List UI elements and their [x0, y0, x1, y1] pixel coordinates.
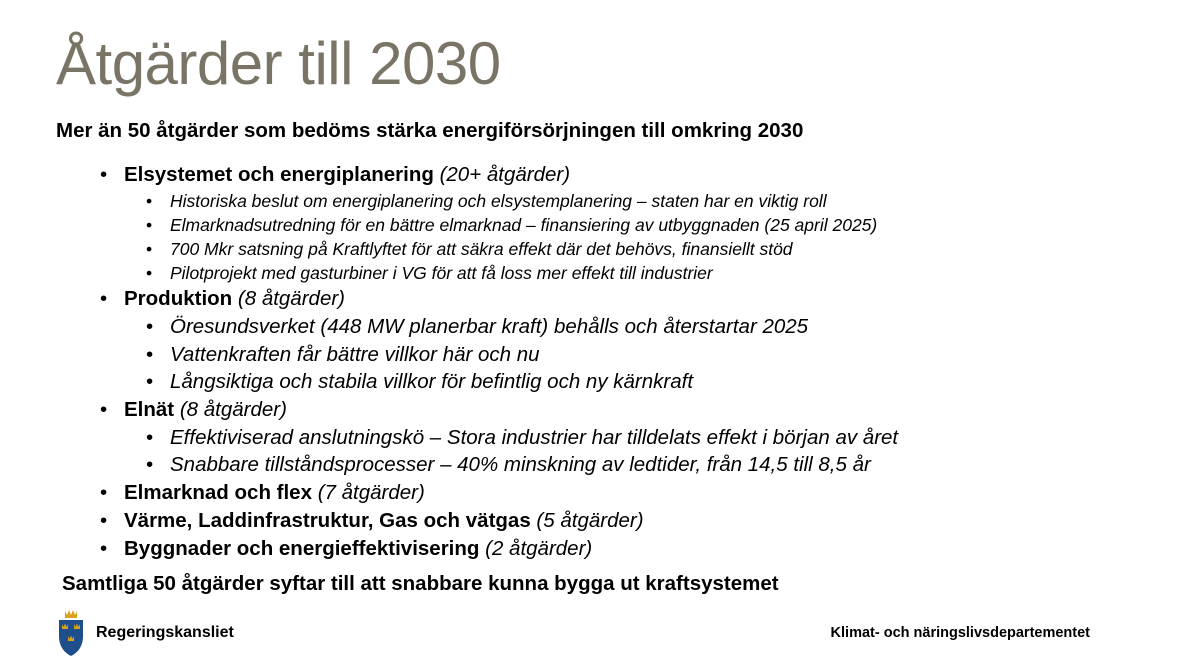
section-heading: Elsystemet och energiplanering	[124, 163, 440, 186]
sub-item-text: Långsiktiga och stabila villkor för befintlig och ny kärnkraft	[170, 370, 694, 393]
section-heading: Elmarknad och flex	[124, 480, 318, 504]
sub-item-text: Historiska beslut om energiplanering och elsystemplanering – staten har en viktig roll	[170, 191, 827, 211]
section-item	[0, 479, 1200, 507]
section-item	[0, 161, 1200, 189]
bullet-icon: •	[146, 191, 153, 211]
bullet-icon: •	[146, 215, 153, 235]
bullet-icon: •	[100, 287, 108, 310]
sub-item	[0, 213, 1200, 237]
sub-item	[0, 424, 1200, 452]
sub-item	[0, 189, 1200, 213]
sub-item	[0, 261, 1200, 285]
sub-item	[0, 313, 1200, 341]
footer-logo	[54, 608, 234, 658]
bullet-icon: •	[146, 370, 154, 393]
bullet-icon: •	[100, 163, 108, 186]
sub-item-text: Effektiviserad anslutningskö – Stora industrier har tilldelats effekt i början av året	[170, 425, 899, 449]
section-count: (8 åtgärder)	[179, 397, 287, 421]
sub-item-text: Snabbare tillståndsprocesser – 40% minskning av ledtider, från 14,5 till 8,5 år	[170, 453, 871, 476]
sub-item-text: Öresundsverket (448 MW planerbar kraft) behålls och återstartar 2025	[170, 315, 809, 338]
section-heading: Byggnader och energieffektivisering	[124, 536, 486, 560]
section-count: (7 åtgärder)	[317, 480, 425, 504]
bullet-icon: •	[100, 508, 108, 532]
sub-item	[0, 368, 1200, 396]
bullet-icon: •	[100, 480, 108, 504]
sub-item-text: Vattenkraften får bättre villkor här och nu	[170, 342, 540, 366]
section-heading: Elnät	[124, 397, 180, 421]
sub-item-text: Pilotprojekt med gasturbiner i VG för att få loss mer effekt till industrier	[170, 263, 713, 283]
bullet-icon: •	[146, 342, 154, 366]
section-heading: Produktion	[124, 287, 238, 310]
section-count: (5 åtgärder)	[536, 508, 644, 532]
sub-item	[0, 237, 1200, 261]
section-count: (8 åtgärder)	[237, 287, 345, 310]
department-name: Klimat- och näringslivsdepartementet	[830, 625, 1090, 641]
conclusion-text: Samtliga 50 åtgärder syftar till att snabbare kunna bygga ut kraftsystemet	[62, 572, 779, 595]
slide-title: Åtgärder till 2030	[56, 30, 501, 97]
bullet-icon: •	[146, 239, 153, 259]
section-item	[0, 285, 1200, 313]
sub-item	[0, 451, 1200, 479]
sub-item	[0, 341, 1200, 369]
section-item	[0, 396, 1200, 424]
sub-item-text: Elmarknadsutredning för en bättre elmarknad – finansiering av utbyggnaden (25 april 2025)	[170, 215, 878, 235]
bullet-icon: •	[100, 397, 108, 421]
bullet-icon: •	[146, 315, 154, 338]
section-count: (2 åtgärder)	[485, 536, 593, 560]
three-crowns-icon	[54, 608, 88, 658]
slide-subtitle: Mer än 50 åtgärder som bedöms stärka energiförsörjningen till omkring 2030	[56, 119, 804, 142]
section-item	[0, 507, 1200, 535]
section-count: (20+ åtgärder)	[439, 163, 571, 186]
organization-name: Regeringskansliet	[96, 624, 234, 641]
sub-item-text: 700 Mkr satsning på Kraftlyftet för att säkra effekt där det behövs, finansiellt stöd	[170, 239, 793, 259]
section-heading: Värme, Laddinfrastruktur, Gas och vätgas	[124, 508, 537, 532]
bullet-icon: •	[146, 263, 153, 283]
bullet-icon: •	[146, 453, 154, 476]
bullet-icon: •	[146, 425, 154, 449]
bullet-list	[0, 161, 1200, 563]
bullet-icon: •	[100, 536, 108, 560]
section-item	[0, 535, 1200, 563]
